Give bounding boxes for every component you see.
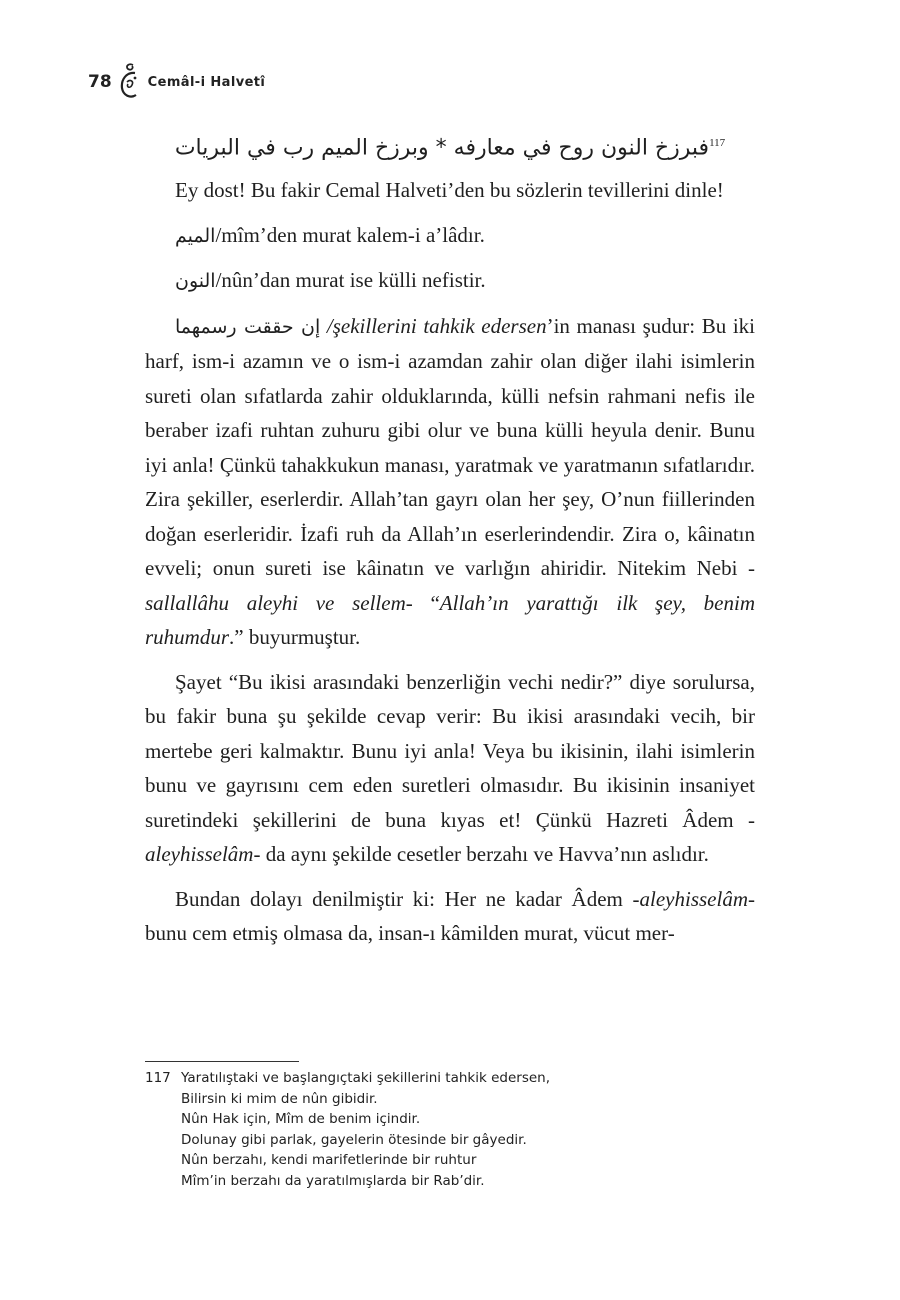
footnote	[145, 1068, 755, 1191]
paragraph-6	[145, 882, 755, 951]
paragraph-4-italic: /şekillerini tahkik edersen	[326, 313, 547, 338]
paragraph-5-text: Şayet “Bu ikisi arasındaki benzerliğin vechi nedir?” diye sorulursa, bu fakir buna şu şekilde cevap verir: Bu ikisi arasındaki vecih, bir mertebe geri kalmaktır. Bunu iyi anla! Veya bu ikisinin, ilahi isimlerin bunu ve gayrısını cem eden suretleri olmasıdır. Bu ikisinin insaniyet suretindeki şekillerini de buna kıyas et! Çünkü Hazreti Âdem -	[145, 669, 755, 832]
paragraph-4-italic-2: sallallâhu aleyhi ve sellem	[145, 590, 406, 615]
footnote-line: Dolunay gibi parlak, gayelerin ötesinde bir gâyedir.	[181, 1131, 527, 1148]
paragraph-6-italic: aleyhisselâm	[639, 886, 748, 911]
arabic-verse	[145, 126, 755, 165]
footnote-number: 117	[145, 1070, 171, 1086]
footnote-line: Yaratılıştaki ve başlangıçtaki şekillerini tahkik edersen,	[181, 1070, 551, 1086]
paragraph-3-text: /nûn’dan murat ise külli nefistir.	[215, 268, 486, 293]
arabic-phrase: إن حققت رسمهما	[175, 315, 321, 338]
footnote-lines	[181, 1068, 550, 1191]
footnote-line: Nûn Hak için, Mîm de benim içindir.	[181, 1111, 421, 1127]
page-header	[88, 62, 265, 102]
paragraph-1: Ey dost! Bu fakir Cemal Halveti’den bu sözlerin tevillerini dinle!	[175, 178, 724, 203]
paragraph-4-italic-3: Allah’ın yarattığı ilk şey, benim ruhumdur	[145, 590, 755, 650]
paragraph-4-text-3: .” buyurmuştur.	[229, 625, 361, 650]
footnote-line: Nûn berzahı, kendi marifetlerinde bir ruhtur	[181, 1152, 477, 1168]
footnote-line: Bilirsin ki mim de nûn gibidir.	[181, 1090, 378, 1107]
footnote-line: Mîm’in berzahı da yaratılmışlarda bir Rab’dir.	[181, 1172, 485, 1189]
paragraph-3	[145, 263, 755, 299]
paragraph-6-text: Bundan dolayı denilmiştir ki: Her ne kadar Âdem -	[175, 886, 640, 911]
main-text	[145, 126, 755, 961]
arabic-verse-text: فبرزخ النون روح في معارفه * وبرزخ الميم رب في البريات	[174, 135, 710, 161]
paragraph-2	[145, 218, 755, 254]
footnote-reference: 117	[709, 137, 726, 149]
footnote-divider	[145, 1061, 299, 1062]
paragraph-5	[145, 665, 755, 872]
running-title: Cemâl-i Halvetî	[147, 74, 266, 90]
paragraph-4-text: ’in manası şudur: Bu iki harf, ism-i azamın ve o ism-i azamdan zahir olan diğer ilahi isimlerin sureti olan sıfatlarda zahir olduklarında, külli nefsin rahmani nefis ile beraber izafi ruhtan zuhuru gibi olur ve buna külli heyula denir. Bunu iyi anla! Çünkü tahakkukun manası, yaratmak ve yaratmanın sıfatlarıdır. Zira şekiller, eserlerdir. Allah’tan gayrı olan her şey, O’nun fiillerinden doğan eserleridir. İzafi ruh da Allah’ın eserlerindendir. Zira o, kâinatın evveli; onun sureti ise kâinatın ve varlığın ahiridir. Nitekim Nebi -	[145, 313, 756, 581]
arabic-word-mim: الميم	[175, 224, 216, 247]
paragraph-2-text: /mîm’den murat kalem-i a’lâdır.	[215, 222, 485, 247]
paragraph-4-text-2: - “	[405, 590, 440, 615]
calligraphic-ornament-icon	[118, 62, 140, 102]
paragraph-6-text-2: - bunu cem etmiş olmasa da, insan-ı kâmilden murat, vücut mer-	[145, 886, 755, 946]
page-number: 78	[88, 72, 112, 92]
paragraph-5-text-2: - da aynı şekilde cesetler berzahı ve Havva’nın aslıdır.	[253, 842, 709, 867]
arabic-word-nun: النون	[175, 270, 216, 293]
paragraph-5-italic: aleyhisselâm	[145, 842, 254, 867]
paragraph-4	[145, 309, 755, 655]
